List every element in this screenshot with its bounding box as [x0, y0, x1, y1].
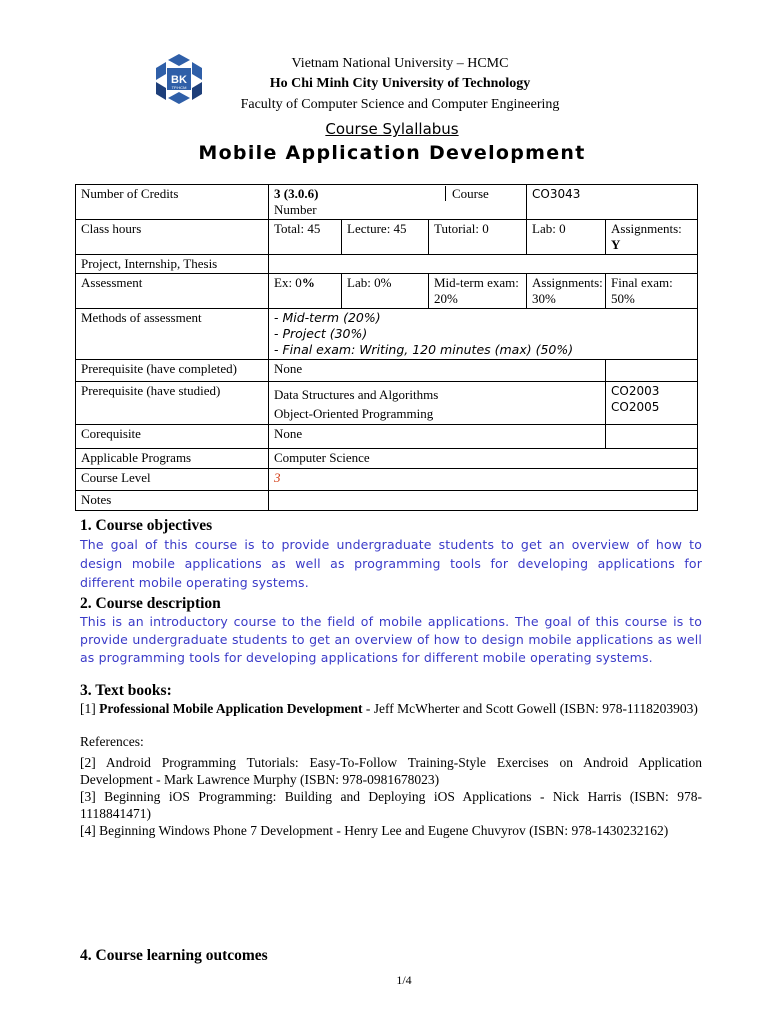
total-hours: Total: 45 [269, 220, 342, 255]
assessment-label: Assessment [76, 274, 269, 309]
method-item: - Final exam: Writing, 120 minutes (max) (50%) [274, 342, 692, 358]
lab-hours: Lab: 0 [527, 220, 606, 255]
programs-value: Computer Science [269, 449, 698, 469]
logo-text: BK [171, 74, 187, 86]
university-name: Vietnam National University – HCMC [291, 56, 509, 71]
prereq-studied-courses [269, 382, 606, 425]
class-hours-label: Class hours [76, 220, 269, 255]
midterm-weight: Mid-term exam: 20% [429, 274, 527, 309]
school-name: Ho Chi Minh City University of Technology [269, 76, 531, 91]
lecture-hours: Lecture: 45 [342, 220, 429, 255]
methods-list [269, 309, 698, 360]
prereq-completed-value: None [269, 360, 606, 382]
logo-subtext: TP.HCM [171, 85, 187, 90]
notes-value [269, 491, 698, 511]
objectives-text: The goal of this course is to provide undergraduate students to get an overview of how to design mobile applications as well as programming tools for developing applications for different mobile operating systems. [80, 537, 702, 590]
page-number: 1/4 [396, 973, 412, 987]
prereq-studied-label: Prerequisite (have studied) [76, 382, 269, 425]
programs-label: Applicable Programs [76, 449, 269, 469]
corequisite-label: Corequisite [76, 425, 269, 449]
objectives-section [80, 517, 702, 592]
reference-item: [4] Beginning Windows Phone 7 Development - Henry Lee and Eugene Chuvyrov (ISBN: 978-1430232162) [80, 823, 669, 838]
project-value [269, 255, 698, 274]
level-value: 3 [269, 469, 698, 491]
description-section [80, 595, 702, 667]
prereq-completed-label: Prerequisite (have completed) [76, 360, 269, 382]
methods-label: Methods of assessment [76, 309, 269, 360]
course-number-label: Course Number [274, 186, 489, 217]
prereq-course: Data Structures and Algorithms [274, 387, 439, 402]
credits-cell [269, 185, 527, 220]
notes-label: Notes [76, 491, 269, 511]
faculty-name: Faculty of Computer Science and Computer Engineering [240, 97, 560, 112]
reference-item: [2] Android Programming Tutorials: Easy-To-Follow Training-Style Exercises on Android Application Development - Mark Lawrence Murphy (ISBN: 978-0981678023) [80, 755, 702, 787]
textbook-entry: [1] Professional Mobile Application Development - Jeff McWherter and Scott Gowell (ISBN: 978-1118203903) [80, 701, 698, 716]
tutorial-hours: Tutorial: 0 [429, 220, 527, 255]
course-number-value: CO3043 [527, 185, 698, 220]
references-label: References: [80, 734, 144, 749]
prereq-code: CO2003 [611, 384, 660, 398]
credits-value: 3 (3.0.6) [274, 186, 319, 201]
outcomes-section [80, 947, 702, 965]
outcomes-title: 4. Course learning outcomes [80, 947, 268, 964]
corequisite-value: None [269, 425, 606, 449]
final-weight: Final exam: 50% [606, 274, 698, 309]
assignment-weight: Assignments: 30% [527, 274, 606, 309]
exercise-weight: Ex: 0% [269, 274, 342, 309]
objectives-title: 1. Course objectives [80, 517, 213, 534]
textbooks-section [80, 682, 702, 839]
lab-weight: Lab: 0% [342, 274, 429, 309]
description-text: This is an introductory course to the field of mobile applications. The goal of this course is to provide undergraduate students to get an overview of how to design mobile applications as well as programming tools for developing applications for different mobile operating systems. [80, 614, 702, 665]
textbooks-title: 3. Text books: [80, 682, 172, 699]
level-label: Course Level [76, 469, 269, 491]
prereq-course: Object-Oriented Programming [274, 406, 434, 421]
assignments-value: Y [611, 237, 621, 252]
course-title: Mobile Application Development [198, 142, 586, 164]
assignments-cell [606, 220, 698, 255]
method-item: - Mid-term (20%) [274, 310, 692, 326]
document-type: Course Sylallabus [325, 120, 459, 138]
credits-label: Number of Credits [76, 185, 269, 220]
description-title: 2. Course description [80, 595, 221, 612]
project-label: Project, Internship, Thesis [76, 255, 269, 274]
prereq-codes [606, 382, 698, 425]
assignments-label: Assignments: [611, 221, 682, 236]
prereq-code: CO2005 [611, 400, 660, 414]
course-info-table [75, 184, 698, 511]
method-item: - Project (30%) [274, 326, 692, 342]
reference-item: [3] Beginning iOS Programming: Building and Deploying iOS Applications - Nick Harris (ISBN: 978-1118841471) [80, 789, 702, 821]
